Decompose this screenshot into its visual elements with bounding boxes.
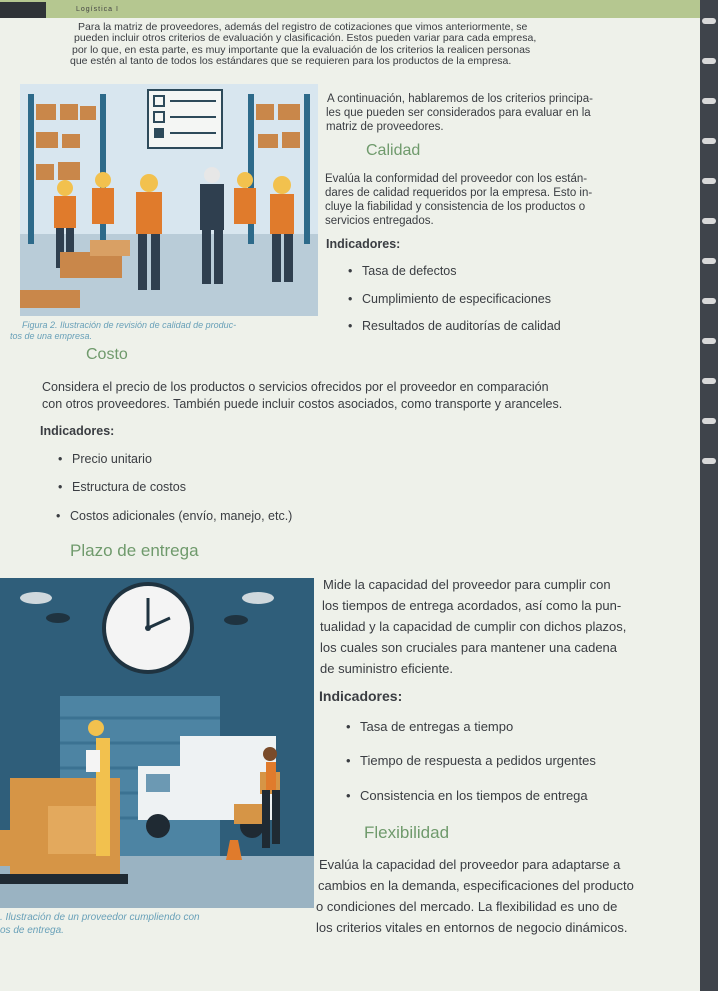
intro-line-3: por lo que, en esta parte, es muy importante que la evaluación de los criterios la realicen personas [72,44,531,56]
plazo-text-4: los cuales son cruciales para mantener una cadena [320,640,618,655]
running-header: Logística I [76,6,119,13]
flexibilidad-text-4: los criterios vitales en entornos de negocio dinámicos. [316,920,628,935]
calidad-indicators-label: Indicadores: [326,237,401,251]
calidad-text-2: dares de calidad requeridos por la empresa. Esto in- [325,187,593,199]
continuation-line-2: les que pueden ser considerados para evaluar en la [326,107,591,119]
binding-ring [702,98,716,104]
figure-3-caption-line-1: . Ilustración de un proveedor cumpliendo con [0,912,200,923]
figure-2-illustration [20,84,318,316]
figure-3-illustration [0,578,314,908]
plazo-indicator-3: • Consistencia en los tiempos de entrega [360,787,588,805]
costo-heading: Costo [86,346,128,363]
flexibilidad-text-2: cambios en la demanda, especificaciones del producto [318,878,634,893]
binding-ring [702,178,716,184]
calidad-indicator-2: • Cumplimiento de especificaciones [362,291,551,308]
flexibilidad-heading: Flexibilidad [364,823,450,842]
binding-ring [702,18,716,24]
intro-line-2: pueden incluir otros criterios de evaluación y clasificación. Estos pueden variar para cada empresa, [74,32,537,44]
continuation-line-1: A continuación, hablaremos de los criterios principa- [327,93,593,105]
flexibilidad-text-3: o condiciones del mercado. La flexibilidad es uno de [316,899,618,914]
figure-2-caption-line-2: tos de una empresa. [10,331,93,341]
calidad-text-3: cluye la fiabilidad y consistencia de los productos o [325,201,586,213]
costo-indicator-1: • Precio unitario [72,451,152,468]
intro-line-1: Para la matriz de proveedores, además del registro de cotizaciones que vimos anteriormente, se [78,21,528,33]
plazo-heading: Plazo de entrega [70,541,199,560]
binding-ring [702,418,716,424]
binding-ring [702,298,716,304]
plazo-text-5: de suministro eficiente. [320,661,453,676]
costo-indicators-label: Indicadores: [40,424,115,438]
plazo-indicator-2: • Tiempo de respuesta a pedidos urgentes [360,752,596,770]
binding-ring [702,138,716,144]
calidad-text-4: servicios entregados. [325,215,434,227]
costo-text-2: con otros proveedores. También puede incluir costos asociados, como transporte y aranceles. [42,397,563,411]
costo-text-1: Considera el precio de los productos o servicios ofrecidos por el proveedor en comparación [42,380,549,394]
binding-ring [702,58,716,64]
calidad-indicator-1: • Tasa de defectos [362,263,457,280]
plazo-indicators-label: Indicadores: [319,688,403,704]
calidad-text-1: Evalúa la conformidad del proveedor con los están- [325,173,588,185]
costo-indicator-2: • Estructura de costos [72,479,186,496]
header-tab [0,2,46,18]
spiral-binding [700,0,718,991]
binding-ring [702,378,716,384]
continuation-line-3: matriz de proveedores. [326,121,444,133]
calidad-heading: Calidad [366,142,421,159]
figure-3-caption-line-2: os de entrega. [0,925,64,936]
flexibilidad-text-1: Evalúa la capacidad del proveedor para adaptarse a [319,857,621,872]
figure-2-caption-line-1: Figura 2. Ilustración de revisión de calidad de produc- [22,320,237,330]
calidad-indicator-3: • Resultados de auditorías de calidad [362,318,561,335]
binding-ring [702,258,716,264]
plazo-text-3: tualidad y la capacidad de cumplir con dichos plazos, [320,619,627,634]
plazo-text-2: los tiempos de entrega acordados, así como la pun- [322,598,622,613]
binding-ring [702,218,716,224]
intro-line-4: que estén al tanto de todos los estándares que se requieren para los productos de la empresa. [70,55,512,67]
binding-ring [702,338,716,344]
plazo-indicator-1: • Tasa de entregas a tiempo [360,718,513,736]
plazo-text-1: Mide la capacidad del proveedor para cumplir con [323,577,611,592]
binding-ring [702,458,716,464]
costo-indicator-3: • Costos adicionales (envío, manejo, etc.) [70,508,292,525]
